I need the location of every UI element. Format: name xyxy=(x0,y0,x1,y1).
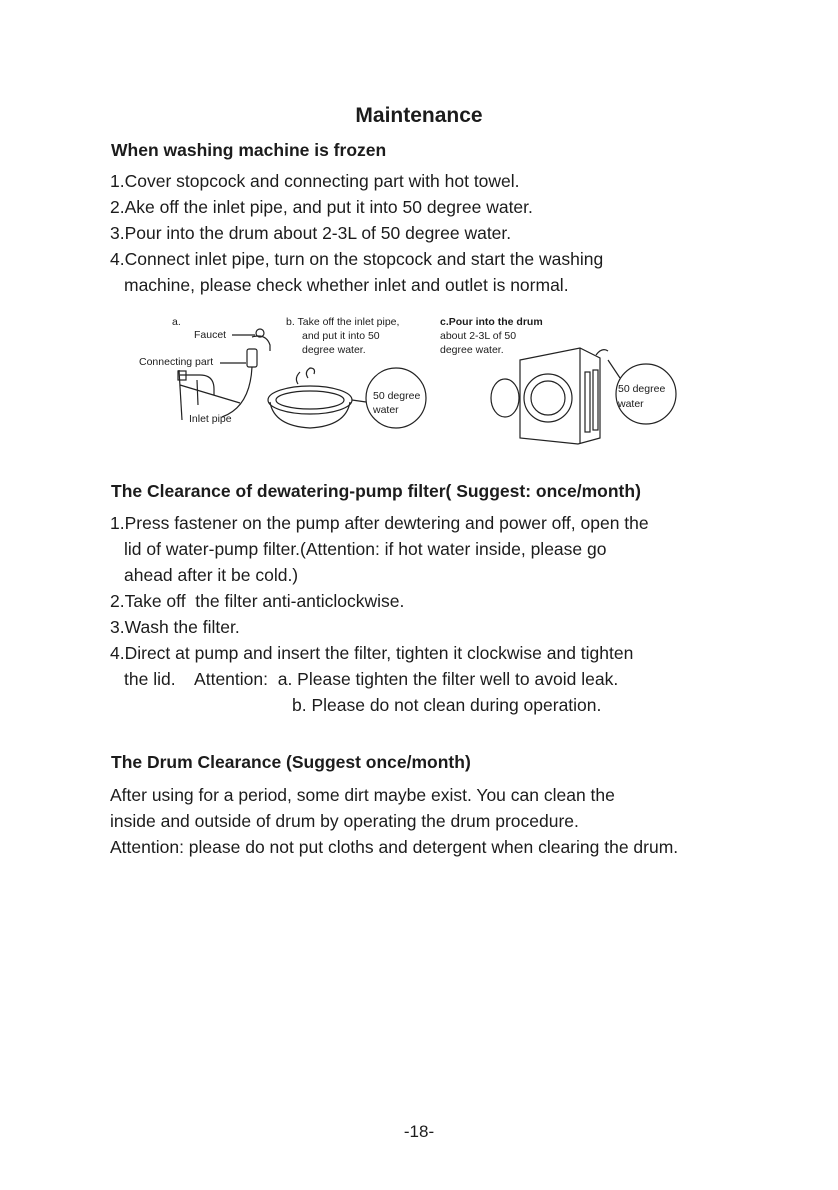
fig-c-bubble-1: 50 degree xyxy=(618,383,666,395)
drum-line-1: After using for a period, some dirt maybe exist. You can clean the xyxy=(110,785,615,805)
fig-a-label: a. xyxy=(172,316,181,328)
drum-line-2: inside and outside of drum by operating the drum procedure. xyxy=(110,811,579,831)
section-heading-frozen: When washing machine is frozen xyxy=(111,140,387,160)
fig-b-line-3: degree water. xyxy=(302,344,366,356)
pump-step-1: 1.Press fastener on the pump after dewtering and power off, open the xyxy=(110,513,649,533)
fig-c-line-2: degree water. xyxy=(440,344,504,356)
pump-step-4-attention-a: the lid. Attention: a. Please tighten the filter well to avoid leak. xyxy=(124,669,619,689)
fig-b-line-2: and put it into 50 xyxy=(302,330,380,342)
frozen-step-4-cont: machine, please check whether inlet and outlet is normal. xyxy=(124,275,569,295)
fig-a-inlet-pipe: Inlet pipe xyxy=(189,413,232,425)
fig-a-faucet: Faucet xyxy=(194,329,227,341)
pump-step-4: 4.Direct at pump and insert the filter, tighten it clockwise and tighten xyxy=(110,643,634,663)
fig-b-line-1: b. Take off the inlet pipe, xyxy=(286,316,400,328)
pump-filter-steps xyxy=(110,510,649,718)
frozen-step-4: 4.Connect inlet pipe, turn on the stopcock and start the washing xyxy=(110,249,604,269)
page-title: Maintenance xyxy=(355,104,483,127)
pump-step-1-cont-a: lid of water-pump filter.(Attention: if hot water inside, please go xyxy=(124,539,607,559)
drum-line-3: Attention: please do not put cloths and detergent when clearing the drum. xyxy=(110,837,679,857)
pump-step-4-attention-b: b. Please do not clean during operation. xyxy=(292,695,602,715)
pump-step-1-cont-b: ahead after it be cold.) xyxy=(124,565,299,585)
section-heading-pump-filter: The Clearance of dewatering-pump filter( Suggest: once/month) xyxy=(111,481,641,501)
fig-c-title: c.Pour into the drum xyxy=(440,316,543,328)
pump-step-2: 2.Take off the filter anti-anticlockwise. xyxy=(110,591,405,611)
illustration-drawing-icon xyxy=(0,0,838,460)
frozen-step-3: 3.Pour into the drum about 2-3L of 50 degree water. xyxy=(110,223,512,243)
fig-c-bubble-2: water xyxy=(618,398,644,410)
fig-b-bubble-1: 50 degree xyxy=(373,390,421,402)
fig-a-connecting-part: Connecting part xyxy=(139,356,214,368)
fig-b-bubble-2: water xyxy=(373,404,399,416)
pump-step-3: 3.Wash the filter. xyxy=(110,617,240,637)
fig-c-line-1: about 2-3L of 50 xyxy=(440,330,517,342)
page-number: -18- xyxy=(403,1122,435,1141)
section-heading-drum-clearance: The Drum Clearance (Suggest once/month) xyxy=(111,752,471,772)
drum-clearance-text xyxy=(110,782,678,860)
frozen-step-2: 2.Ake off the inlet pipe, and put it into 50 degree water. xyxy=(110,197,533,217)
frozen-step-1: 1.Cover stopcock and connecting part with hot towel. xyxy=(110,171,520,191)
